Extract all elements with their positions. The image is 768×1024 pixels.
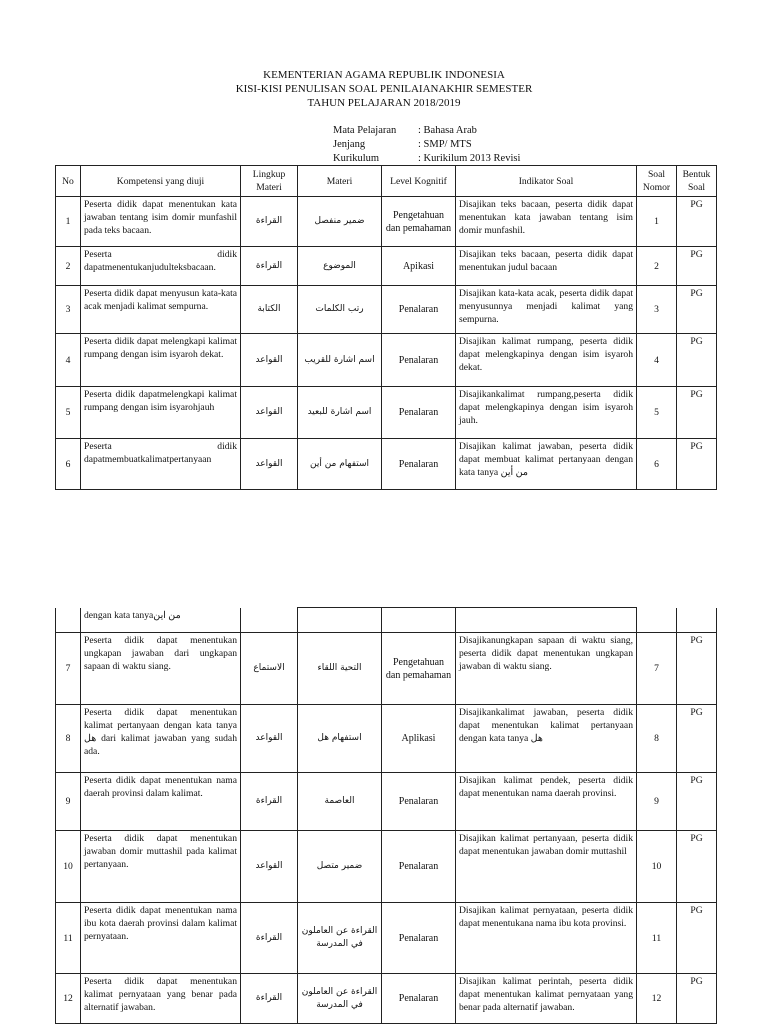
kompetensi-cell: Peserta didik dapatmelengkapi kalimat rumpang dengan isim isyarohjauh — [81, 387, 241, 439]
table-row — [56, 247, 717, 286]
bentuk-soal-cell: PG — [677, 974, 717, 1024]
indikator-cell: Disajikankalimat jawaban, peserta didik dapat menentukan kalimat pertanyaan dengan kata tanya هل — [456, 705, 637, 773]
soal-nomor-cell: 10 — [637, 831, 677, 903]
level-cell: Penalaran — [382, 974, 456, 1024]
kompetensi-cell: Peserta didik dapat melengkapi kalimat rumpang dengan isim isyaroh dekat. — [81, 334, 241, 387]
row-number: 7 — [56, 633, 81, 705]
kompetensi-cell: Peserta didik dapatmembuatkalimatpertanyaan — [81, 439, 241, 490]
table-row — [56, 286, 717, 334]
table-row — [56, 773, 717, 831]
indikator-cell: Disajikan kalimat pernyataan, peserta didik dapat menentukana nama ibu kota provinsi. — [456, 903, 637, 974]
materi-cell: ضمير منفصل — [298, 197, 382, 247]
kompetensi-cell: Peserta didik dapat menyusun kata-kata acak menjadi kalimat sempurna. — [81, 286, 241, 334]
lingkup-cell: القواعد — [241, 387, 298, 439]
soal-nomor-cell: 2 — [637, 247, 677, 286]
lingkup-cell: القواعد — [241, 334, 298, 387]
bentuk-soal-cell: PG — [677, 247, 717, 286]
continuation-row — [56, 608, 717, 633]
materi-cell: القراءة عن العاملون في المدرسة — [298, 903, 382, 974]
kompetensi-cell: Peserta didik dapatmenentukanjudulteksbacaan. — [81, 247, 241, 286]
table-row — [56, 334, 717, 387]
indikator-cell: Disajikan teks bacaan, peserta didik dapat menentukan kata jawaban tentang isim domir munfashil. — [456, 197, 637, 247]
col-level: Level Kognitif — [382, 166, 456, 197]
kompetensi-cell: Peserta didik dapat menentukan nama daerah provinsi dalam kalimat. — [81, 773, 241, 831]
continuation-text: dengan kata tanyaمن اين — [81, 608, 241, 633]
table-row — [56, 197, 717, 247]
ministry-title: KEMENTERIAN AGAMA REPUBLIK INDONESIA — [263, 69, 505, 81]
lingkup-cell: القراءة — [241, 974, 298, 1024]
materi-cell: استفهام هل — [298, 705, 382, 773]
grid-table-page2 — [55, 607, 717, 1024]
lingkup-cell: القراءة — [241, 197, 298, 247]
level-cell: Penalaran — [382, 439, 456, 490]
table-row — [56, 633, 717, 705]
row-number: 10 — [56, 831, 81, 903]
table-row — [56, 831, 717, 903]
level-cell: Penalaran — [382, 334, 456, 387]
col-kompetensi: Kompetensi yang diuji — [81, 166, 241, 197]
row-number: 1 — [56, 197, 81, 247]
kompetensi-cell: Peserta didik dapat menentukan kalimat pertanyaan dengan kata tanya هل dari kalimat jawaban yang sudah ada. — [81, 705, 241, 773]
indikator-cell: Disajikan kalimat jawaban, peserta didik dapat membuat kalimat pertanyaan dengan kata tanya من أين — [456, 439, 637, 490]
soal-nomor-cell: 8 — [637, 705, 677, 773]
level-cell: Aplikasi — [382, 705, 456, 773]
materi-cell: ضمير متصل — [298, 831, 382, 903]
bentuk-soal-cell: PG — [677, 439, 717, 490]
lingkup-cell: القراءة — [241, 903, 298, 974]
materi-cell: رتب الكلمات — [298, 286, 382, 334]
indikator-cell: Disajikankalimat rumpang,peserta didik dapat melengkapinya dengan isim isyaroh jauh. — [456, 387, 637, 439]
indikator-cell: Disajikan kata-kata acak, peserta didik dapat menyusunnya menjadi kalimat yang sempurna. — [456, 286, 637, 334]
kompetensi-cell: Peserta didik dapat menentukan jawaban domir muttashil pada kalimat pertanyaan. — [81, 831, 241, 903]
lingkup-cell: القواعد — [241, 705, 298, 773]
lingkup-cell: القواعد — [241, 831, 298, 903]
grid-table-page1 — [55, 165, 717, 490]
soal-nomor-cell: 12 — [637, 974, 677, 1024]
indikator-cell: Disajikanungkapan sapaan di waktu siang, peserta didik dapat menentukan ungkapan jawaban di waktu siang. — [456, 633, 637, 705]
level-cell: Pengetahuan dan pemahaman — [382, 633, 456, 705]
soal-nomor-cell: 11 — [637, 903, 677, 974]
soal-nomor-cell: 6 — [637, 439, 677, 490]
meta-block — [333, 124, 520, 166]
meta-curriculum: Kurikulum : Kurikilum 2013 Revisi — [333, 153, 521, 164]
bentuk-soal-cell: PG — [677, 705, 717, 773]
bentuk-soal-cell: PG — [677, 903, 717, 974]
row-number: 12 — [56, 974, 81, 1024]
row-number: 3 — [56, 286, 81, 334]
kompetensi-cell: Peserta didik dapat menentukan nama ibu kota daerah provinsi dalam kalimat pernyataan. — [81, 903, 241, 974]
col-soal-nomor: Soal Nomor — [637, 166, 677, 197]
meta-subject: Mata Pelajaran : Bahasa Arab — [333, 125, 477, 136]
lingkup-cell: القراءة — [241, 773, 298, 831]
table-row — [56, 387, 717, 439]
level-cell: Penalaran — [382, 831, 456, 903]
indikator-cell: Disajikan kalimat pendek, peserta didik dapat menentukan nama daerah provinsi. — [456, 773, 637, 831]
bentuk-soal-cell: PG — [677, 197, 717, 247]
academic-year: TAHUN PELAJARAN 2018/2019 — [307, 97, 461, 109]
soal-nomor-cell: 9 — [637, 773, 677, 831]
indikator-cell: Disajikan kalimat perintah, peserta didik dapat menentukan kalimat pernyataan yang benar pada alternatif jawaban. — [456, 974, 637, 1024]
col-lingkup: Lingkup Materi — [241, 166, 298, 197]
level-cell: Penalaran — [382, 773, 456, 831]
kompetensi-cell: Peserta didik dapat menentukan ungkapan jawaban dari ungkapan sapaan di waktu siang. — [81, 633, 241, 705]
meta-level: Jenjang : SMP/ MTS — [333, 139, 472, 150]
soal-nomor-cell: 4 — [637, 334, 677, 387]
row-number: 9 — [56, 773, 81, 831]
row-number: 8 — [56, 705, 81, 773]
level-cell: Penalaran — [382, 903, 456, 974]
table-row — [56, 439, 717, 490]
row-number: 4 — [56, 334, 81, 387]
soal-nomor-cell: 1 — [637, 197, 677, 247]
table-row — [56, 974, 717, 1024]
document-title: KISI-KISI PENULISAN SOAL PENILAIANAKHIR SEMESTER — [235, 83, 533, 95]
kompetensi-cell: Peserta didik dapat menentukan kata jawaban tentang isim domir munfashil pada teks bacaan. — [81, 197, 241, 247]
table-header — [56, 166, 717, 197]
row-number: 11 — [56, 903, 81, 974]
soal-nomor-cell: 3 — [637, 286, 677, 334]
bentuk-soal-cell: PG — [677, 773, 717, 831]
indikator-cell: Disajikan teks bacaan, peserta didik dapat menentukan judul bacaan — [456, 247, 637, 286]
kompetensi-cell: Peserta didik dapat menentukan kalimat pernyataan yang benar pada alternatif jawaban. — [81, 974, 241, 1024]
level-cell: Apikasi — [382, 247, 456, 286]
materi-cell: التحية اللقاء — [298, 633, 382, 705]
col-bentuk-soal: Bentuk Soal — [677, 166, 717, 197]
row-number: 5 — [56, 387, 81, 439]
indikator-cell: Disajikan kalimat pertanyaan, peserta didik dapat menentukan jawaban domir muttashil — [456, 831, 637, 903]
bentuk-soal-cell: PG — [677, 387, 717, 439]
lingkup-cell: الكتابة — [241, 286, 298, 334]
row-number: 2 — [56, 247, 81, 286]
soal-nomor-cell: 7 — [637, 633, 677, 705]
level-cell: Pengetahuan dan pemahaman — [382, 197, 456, 247]
bentuk-soal-cell: PG — [677, 286, 717, 334]
lingkup-cell: الاستماع — [241, 633, 298, 705]
row-number: 6 — [56, 439, 81, 490]
materi-cell: الموضوع — [298, 247, 382, 286]
materi-cell: القراءة عن العاملون في المدرسة — [298, 974, 382, 1024]
level-cell: Penalaran — [382, 387, 456, 439]
materi-cell: اسم اشارة للبعيد — [298, 387, 382, 439]
level-cell: Penalaran — [382, 286, 456, 334]
col-no: No — [56, 166, 81, 197]
bentuk-soal-cell: PG — [677, 831, 717, 903]
lingkup-cell: القراءة — [241, 247, 298, 286]
bentuk-soal-cell: PG — [677, 633, 717, 705]
materi-cell: استفهام من أين — [298, 439, 382, 490]
col-materi: Materi — [298, 166, 382, 197]
table-row — [56, 903, 717, 974]
indikator-cell: Disajikan kalimat rumpang, peserta didik dapat melengkapinya dengan isim isyaroh dekat. — [456, 334, 637, 387]
table-row — [56, 705, 717, 773]
col-indikator: Indikator Soal — [456, 166, 637, 197]
lingkup-cell: القواعد — [241, 439, 298, 490]
bentuk-soal-cell: PG — [677, 334, 717, 387]
materi-cell: اسم اشارة للقريب — [298, 334, 382, 387]
soal-nomor-cell: 5 — [637, 387, 677, 439]
materi-cell: العاصمة — [298, 773, 382, 831]
